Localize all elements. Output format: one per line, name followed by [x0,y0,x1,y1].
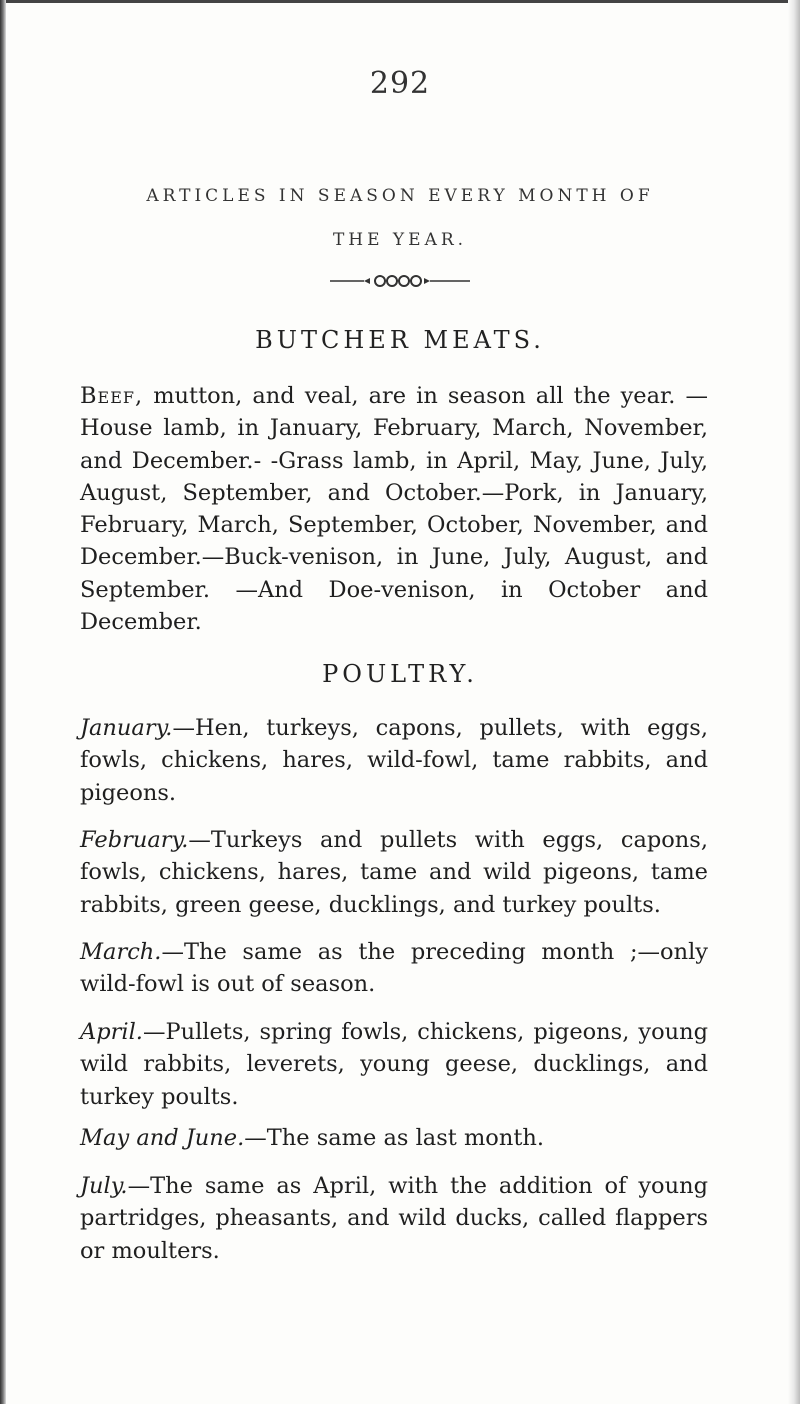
entry-text: —The same as the preceding month ;—only wild-fowl is out of season. [80,939,708,998]
entry-text: —The same as last month. [244,1125,545,1151]
entry-text: —Turkeys and pullets with eggs, capons, fowls, chickens, hares, tame and wild pigeons, tame rabbits, green geese, ducklings, and turkey poults. [80,827,708,918]
section-title-poultry: POULTRY. [322,660,478,688]
page-edge-right [788,0,800,1404]
page-edge-left [0,0,6,1404]
entry-text: —The same as April, with the addition of young partridges, pheasants, and wild ducks, called flappers or moulters. [80,1173,708,1264]
month-name: April. [80,1019,143,1045]
poultry-entry-january [80,712,708,809]
poultry-entry-july [80,1170,708,1267]
butcher-meats-paragraph [80,380,708,638]
entry-text: —Pullets, spring fowls, chickens, pigeons, young wild rabbits, leverets, young geese, ducklings, and turkey poults. [80,1019,708,1110]
butcher-lead-word: Beef, [80,383,144,409]
poultry-entry-may-june [80,1122,708,1154]
chapter-heading-line1: ARTICLES IN SEASON EVERY MONTH OF [146,186,654,206]
chapter-heading-line2: THE YEAR. [332,230,468,250]
decorative-rule-ornament [330,270,470,292]
page-number: 292 [369,66,431,101]
butcher-text: mutton, and veal, are in season all the year. —House lamb, in January, February, March, November, and December.- -Grass lamb, in April, May, June, July, August, September, and October.—Pork, in January, February, March, September, October, November, and December.—Buck-venison, in June, July, August, and September. —And Doe-venison, in October and December. [80,383,708,636]
poultry-entry-april [80,1016,708,1113]
month-name: May and June. [80,1125,245,1151]
month-name: February. [80,827,189,853]
page-edge-top [0,0,800,3]
month-name: January. [80,715,173,741]
section-title-butcher-meats: BUTCHER MEATS. [255,326,545,354]
entry-text: —Hen, turkeys, capons, pullets, with eggs, fowls, chickens, hares, wild-fowl, tame rabbits, and pigeons. [80,715,708,806]
month-name: July. [80,1173,128,1199]
poultry-entry-march [80,936,708,1001]
poultry-entry-february [80,824,708,921]
month-name: March. [80,939,162,965]
